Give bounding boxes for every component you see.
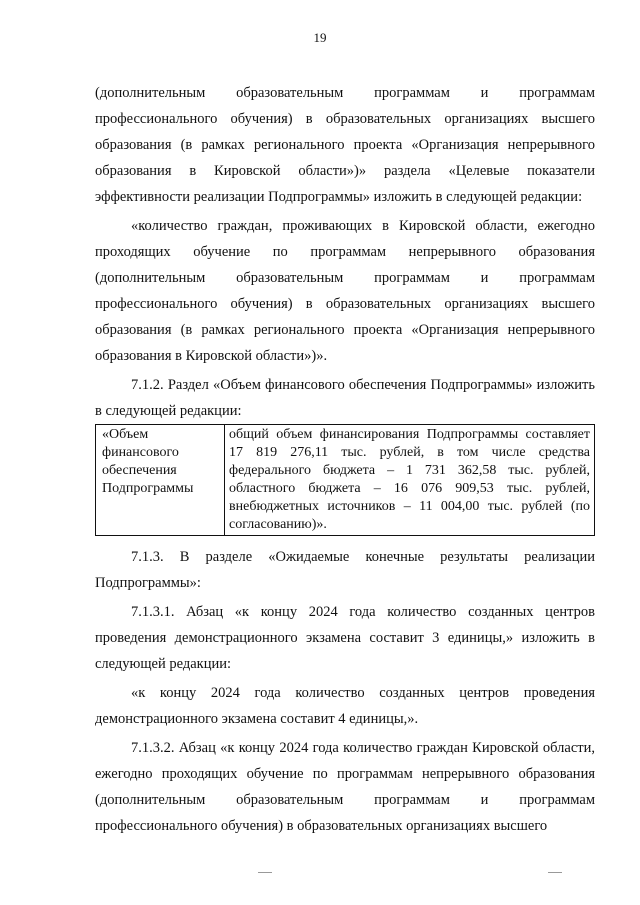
document-body: [95, 80, 595, 839]
paragraph-7-1-3-2: 7.1.3.2. Абзац «к концу 2024 года количество граждан Кировской области, ежегодно проходящих обучение по программам непрерывного образования (дополнительным образовательным программам и программам профессионального обучения) в образовательных организациях высшего: [95, 740, 595, 834]
scan-mark-left: [258, 872, 272, 873]
scan-mark-right: [548, 872, 562, 873]
table-cell-label: «Объем финансового обеспечения Подпрограммы: [96, 425, 225, 536]
financing-table: [95, 424, 595, 536]
paragraph-continuation: (дополнительным образовательным программам и программам профессионального обучения) в образовательных организациях высшего образования (в рамках регионального проекта «Организация непрерывного образования в Кировской области»)» раздела «Целевые показатели эффективности реализации Подпрограммы» изложить в следующей редакции:: [95, 85, 595, 205]
paragraph-7-1-3-1: 7.1.3.1. Абзац «к концу 2024 года количество созданных центров проведения демонстрационного экзамена составит 3 единицы,» изложить в следующей редакции:: [95, 604, 595, 672]
paragraph-7-1-2: 7.1.2. Раздел «Объем финансового обеспечения Подпрограммы» изложить в следующей редакции:: [95, 377, 595, 419]
table-row: [96, 425, 595, 536]
paragraph-quoted-new-text: «к концу 2024 года количество созданных центров проведения демонстрационного экзамена составит 4 единицы,».: [95, 685, 595, 727]
table-cell-value: общий объем финансирования Подпрограммы составляет 17 819 276,11 тыс. рублей, в том числе средства федерального бюджета – 1 731 362,58 тыс. рублей, областного бюджета – 16 076 909,53 тыс. рублей, внебюджетных источников – 11 004,00 тыс. рублей (по согласованию)».: [225, 425, 595, 536]
paragraph-7-1-3: 7.1.3. В разделе «Ожидаемые конечные результаты реализации Подпрограммы»:: [95, 549, 595, 591]
paragraph-quoted-indicator: «количество граждан, проживающих в Кировской области, ежегодно проходящих обучение по программам непрерывного образования (дополнительным образовательным программам и программам профессионального обучения) в образовательных организациях высшего образования (в рамках регионального проекта «Организация непрерывного образования в Кировской области»)».: [95, 218, 595, 364]
page-number: 19: [313, 30, 327, 45]
